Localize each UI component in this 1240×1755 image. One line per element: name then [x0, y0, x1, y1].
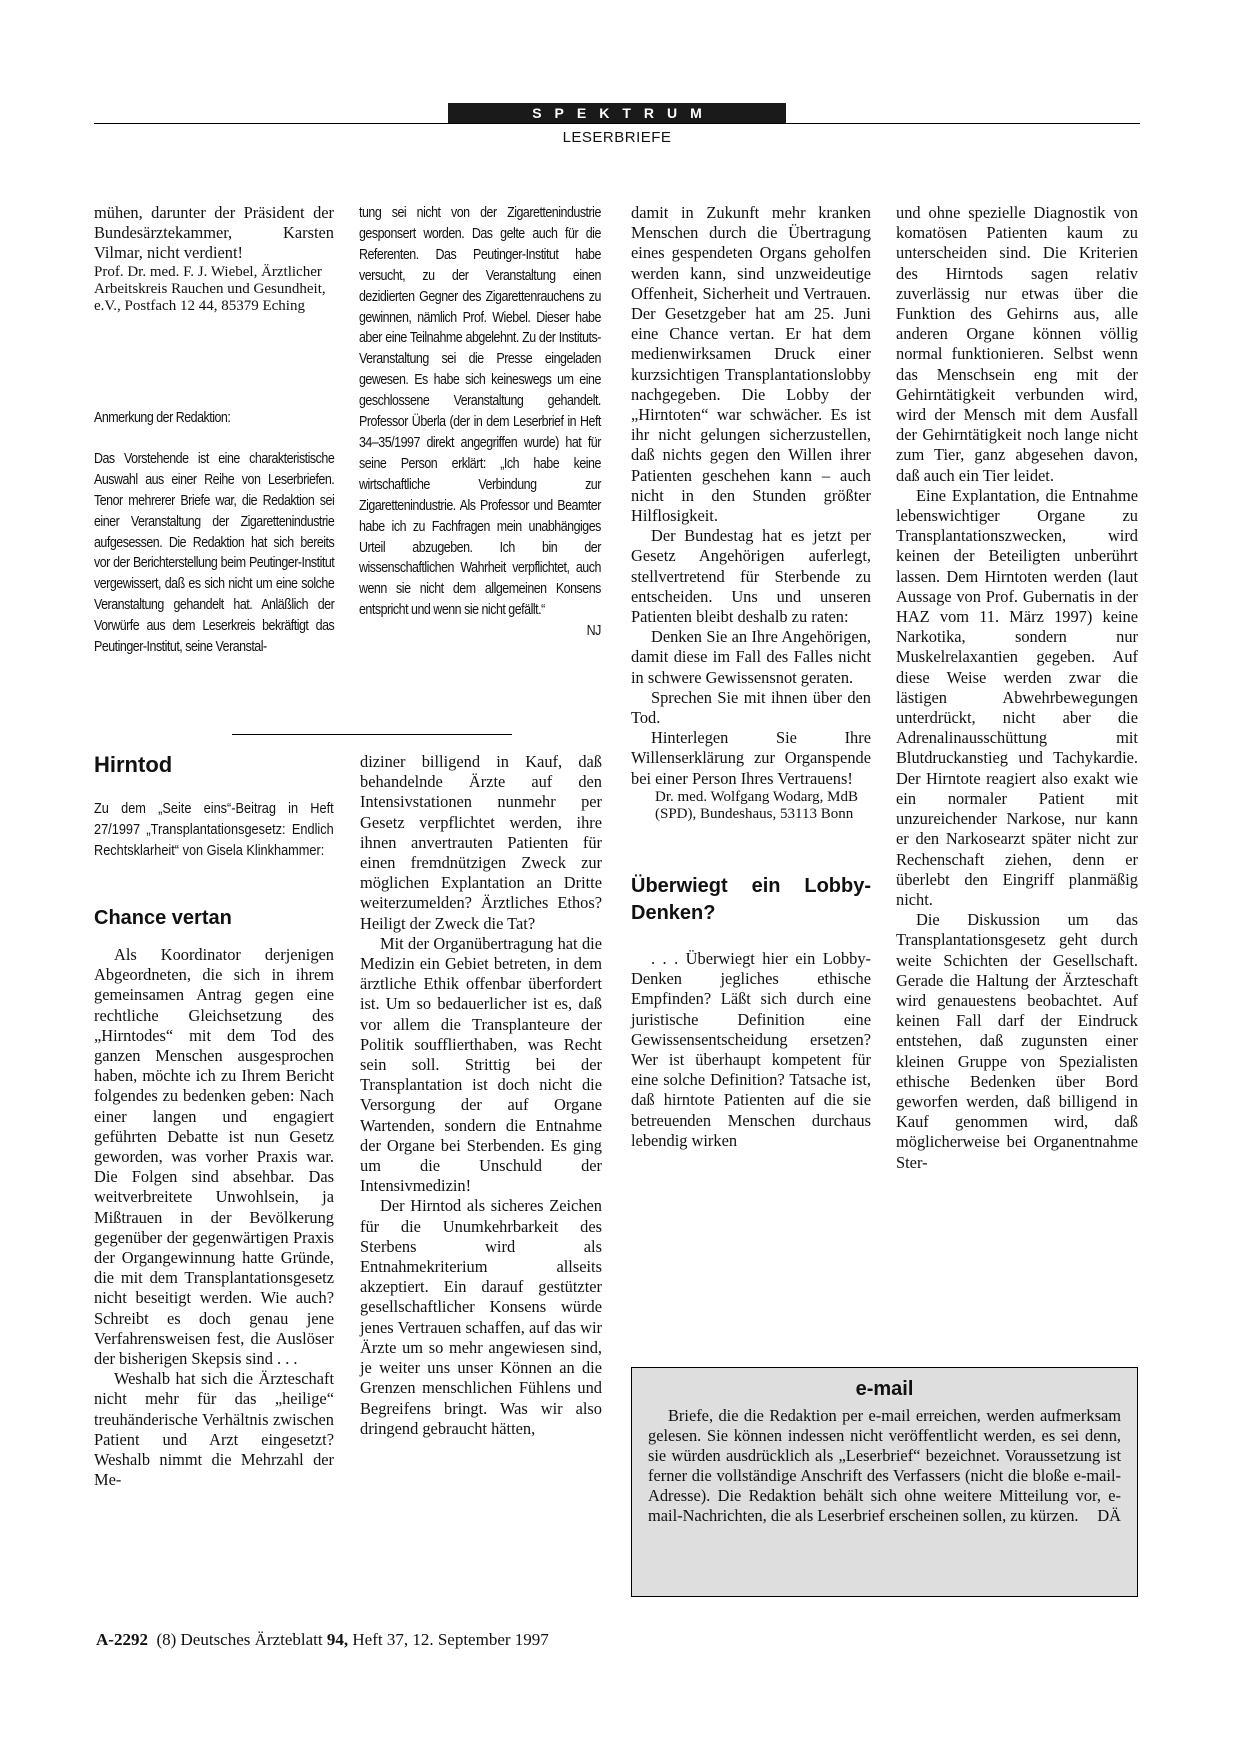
page-number: A-2292	[96, 1630, 148, 1649]
section-intro: Zu dem „Seite eins“-Beitrag in Heft 27/1997 „Transplantationsgesetz: Endlich Rechtsklarheit“ von Gisela Klinkhammer:	[94, 800, 334, 859]
editor-initials: NJ	[586, 622, 601, 640]
journal-name: (8) Deutsches Ärzteblatt	[156, 1630, 323, 1649]
hirntod-section	[94, 752, 334, 1490]
editor-note-heading: Anmerkung der Redaktion:	[94, 409, 231, 426]
paragraph: Als Koordinator derjenigen Abgeordneten, die sich in ihrem gemeinsamen Antrag gegen eine rechtliche Gleichsetzung des „Hirntodes“ mit dem Tod des ganzen Menschen ausgesprochen haben, möchte ich zu Ihrem Bericht folgendes zu bedenken geben: Nach einer langen und engagiert geführten Debatte ist nun Gesetz geworden, was vorher Praxis war. Die Folgen sind absehbar. Das weitverbreitete Unwohlsein, ja Mißtrauen in der Bevölkerung gegenüber der gegenwärtigen Praxis der Organgewinnung hatte Gründe, die mit dem Transplantationsgesetz nicht beseitigt werden. Wie auch? Schreibt es doch genau jene Verfahrensweisen fest, die Auslöser der bisherigen Skepsis sind . . .	[94, 945, 334, 1369]
paragraph: Hinterlegen Sie Ihre Willenserklärung zur Organspende bei einer Person Ihres Vertrauens!	[631, 728, 871, 788]
letter-signature: Dr. med. Wolfgang Wodarg, MdB (SPD), Bundeshaus, 53113 Bonn	[655, 788, 858, 822]
editor-note	[94, 408, 334, 658]
paragraph: Denken Sie an Ihre Angehörigen, damit diese im Fall des Falles nicht in schwere Gewissensnot geraten.	[631, 627, 871, 687]
article-subtitle: Chance vertan	[94, 907, 232, 929]
paragraph: Weshalb hat sich die Ärzteschaft nicht mehr für das „heilige“ treuhänderische Verhältnis zwischen Patient und Arzt eingesetzt? Weshalb nimmt die Mehrzahl der Me-	[94, 1369, 334, 1490]
email-notice-text: Briefe, die die Redaktion per e-mail erreichen, werden aufmerksam gelesen. Sie können indessen nicht veröffentlicht werden, es sei denn, sie würden ausdrücklich als „Leserbrief“ bezeichnet. Voraussetzung ist ferner die vollständige Anschrift des Verfassers (nicht die bloße e-mail-Adresse). Die Redaktion behält sich ohne weitere Mitteilung vor, e-mail-Nachrichten, die als Leserbrief erscheinen sollen, zu kürzen.	[648, 1406, 1121, 1525]
section-header: SPEKTRUM	[448, 103, 786, 123]
paragraph: und ohne spezielle Diagnostik von komatösen Patienten kaum zu unterscheiden sind. Die Kriterien des Hirntods sagen relativ zuverlässig nur etwas über die Funktion des Gehirns aus, alle anderen Organe können völlig normal funktionieren. Selbst wenn das Menschsein eng mit der Gehirntätigkeit verbunden wird, wird der Mensch mit dem Ausfall der Gehirntätigkeit noch lange nicht zum Tier, ganz abgesehen davon, daß auch ein Tier leidet.	[896, 203, 1138, 485]
col1-top	[94, 203, 334, 315]
subsection-header: LESERBRIEFE	[562, 129, 672, 146]
paragraph: . . . Überwiegt hier ein Lobby-Denken jegliches ethische Empfinden? Läßt sich durch eine juristische Definition eine Gewissensentscheidung ersetzen? Wer ist überhaupt kompetent für eine solche Definition? Tatsache ist, daß hirntote Patienten auf die sie betreuenden Menschen durchaus lebendig wirken	[631, 948, 871, 1150]
page-footer	[96, 1630, 549, 1650]
issue-date: Heft 37, 12. September 1997	[352, 1630, 549, 1649]
col2-bottom	[360, 752, 602, 1439]
volume-number: 94,	[326, 1630, 349, 1649]
paragraph: diziner billigend in Kauf, daß behandelnde Ärzte auf den Intensivstationen nunmehr per Gesetz verpflichtet werden, ihre ihnen anvertrauten Patienten für einen fremdnützigen Zweck zur möglichen Explantation an Dritte weiterzumelden? Ärztliches Ethos? Heiligt der Zweck die Tat?	[360, 752, 602, 933]
article-subtitle: Überwiegt ein Lobby-Denken?	[631, 874, 871, 924]
paragraph: Der Bundestag hat es jetzt per Gesetz Angehörigen auferlegt, stellvertretend für Sterbende zu entscheiden. Uns und unseren Patienten bleibt deshalb zu raten:	[631, 526, 871, 627]
paragraph: Mit der Organübertragung hat die Medizin ein Gebiet betreten, in dem ärztliche Ethik offenbar überfordert ist. Um so bedauerlicher ist es, daß vor allem die Transplanteure der Politik soufflierthaben, was Recht sein soll. Strittig bei der Transplantation ist doch nicht die Versorgung der auf Organe Wartenden, sondern die Entnahme der Organe bei Sterbenden. Es ging um die Unschuld der Intensivmedizin!	[360, 933, 602, 1196]
paragraph: damit in Zukunft mehr kranken Menschen durch die Übertragung eines gespendeten Organs geholfen werden kann, sind unzweideutige Offenheit, Sicherheit und Vertrauen. Der Gesetzgeber hat am 25. Juni eine Chance vertan. Er hat dem medienwirksamen Druck einer kurzsichtigen Transplantationslobby nachgegeben. Die Lobby der „Hirntoten“ war schwächer. Es ist ihr nicht gelungen sicherzustellen, daß nichts gegen den Willen ihrer Patienten geschehen kann – auch nicht in den Stunden größter Hilflosigkeit.	[631, 203, 871, 526]
paragraph: Die Diskussion um das Transplantationsgesetz geht durch weite Schichten der Gesellschaft. Gerade die Haltung der Ärzteschaft wird genauestens beobachtet. Auf keinen Fall darf der Eindruck entstehen, daß zugunsten einer kleinen Gruppe von Spezialisten ethische Bedenken über Bord geworfen werden, daß billigend in Kauf genommen wird, daß möglicherweise bei Organentnahme Ster-	[896, 910, 1138, 1172]
col2-top	[359, 203, 601, 642]
col3	[631, 203, 871, 1151]
section-title: Hirntod	[94, 752, 173, 777]
editor-note-text: Das Vorstehende ist eine charakteristische Auswahl aus einer Reihe von Leserbriefen. Tenor mehrerer Briefe war, die Redaktion sei einer Veranstaltung der Zigarettenindustrie aufgesessen. Die Redaktion hat sich bereits vor der Berichterstellung beim Peutinger-Institut vergewissert, daß es sich nicht um eine solche Veranstaltung gehandelt hat. Anläßlich der Vorwürfe aus dem Leserkreis bekräftigt das Peutinger-Institut, seine Veranstal-	[94, 449, 335, 656]
paragraph: Eine Explantation, die Entnahme lebenswichtiger Organe zu Transplantationszwecken, wird keinen der Beteiligten unberührt lassen. Dem Hirntoten werden (laut Aussage von Prof. Gubernatis in der HAZ vom 11. März 1997) keine Narkotika, sondern nur Muskelrelaxantien gegeben. Auf diese Weise werden zwar die lästigen Abwehrbewegungen unterdrückt, nicht aber die Adrenalinausschüttung mit Blutdruckanstieg und Tachykardie. Der Hirntote reagiert also exakt wie ein normaler Patient mit unzureichender Narkose, nur kann er den Narkosearzt später nicht zur Rechenschaft ziehen, denn er überlebt den Eingriff planmäßig nicht.	[896, 485, 1138, 909]
header-rule	[94, 123, 1140, 124]
email-notice-sign: DÄ	[1097, 1506, 1121, 1525]
paragraph: Der Hirntod als sicheres Zeichen für die Unumkehrbarkeit des Sterbens wird als Entnahmekriterium allseits akzeptiert. Ein darauf gestützter gesellschaftlicher Konsens würde jenes Vertrauen schaffen, auf das wir Ärzte um so mehr angewiesen sind, je weiter uns unser Können an die Grenzen menschlichen Fühlens und Begreifens bringt. Was wir also dringend gebraucht hätten,	[360, 1196, 602, 1438]
letter-signature: Prof. Dr. med. F. J. Wiebel, Ärztlicher Arbeitskreis Rauchen und Gesundheit, e.V., Postfach 12 44, 85379 Eching	[94, 263, 326, 314]
col4	[896, 203, 1138, 1173]
editor-note-continued: tung sei nicht von der Zigarettenindustrie gesponsert worden. Das gelte auch für die Referenten. Das Peutinger-Institut habe versucht, zu der Veranstaltung einen dezidierten Gegner des Zigarettenrauchens zu gewinnen, nämlich Prof. Wiebel. Dieser habe aber eine Teilnahme abgelehnt. Zu der Instituts-Veranstaltung sei die Presse eingeladen gewesen. Es habe sich keineswegs um eine geschlossene Veranstaltung gehandelt. Professor Überla (der in dem Leserbrief in Heft 34–35/1997 direkt angegriffen wurde) hat für seine Person erklärt: „Ich habe keine wirtschaftliche Verbindung zur Zigarettenindustrie. Als Professor und Beamter habe ich zu Fachfragen mein unabhängiges Urteil abzugeben. Ich bin der wissenschaftlichen Wahrheit verpflichtet, auch wenn sie nicht dem allgemeinen Konsens entspricht und wenn sie nicht gefällt.“	[359, 204, 601, 619]
letter-end-text: mühen, darunter der Präsident der Bundesärztekammer, Karsten Vilmar, nicht verdient!	[94, 203, 334, 263]
paragraph: Sprechen Sie mit ihnen über den Tod.	[631, 687, 871, 728]
section-divider	[232, 734, 512, 735]
email-notice-title: e-mail	[855, 1378, 914, 1400]
email-notice-box	[631, 1367, 1138, 1597]
